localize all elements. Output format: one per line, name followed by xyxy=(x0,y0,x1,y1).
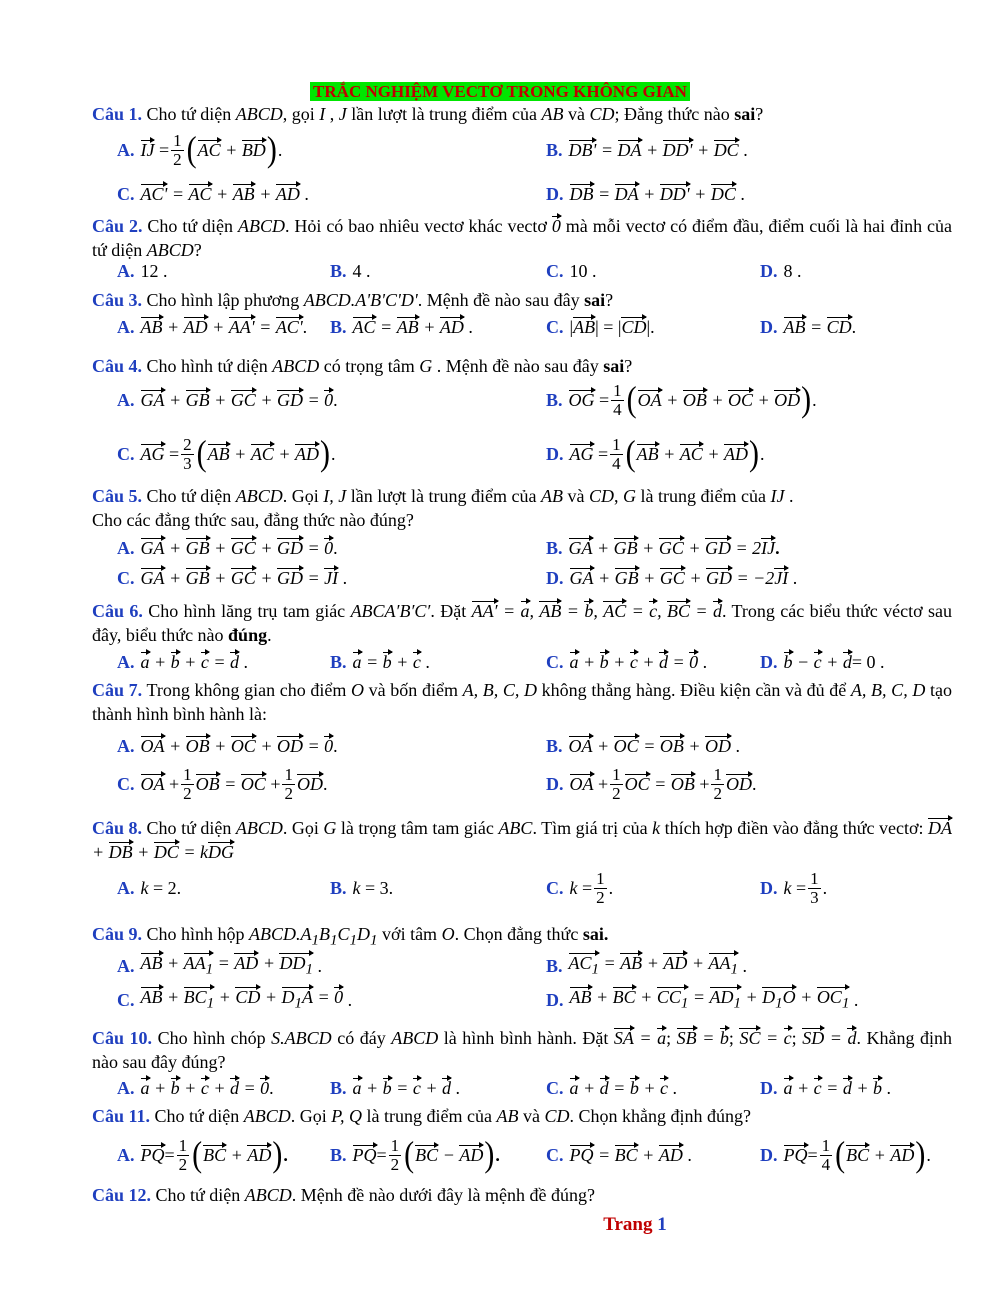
options-6 xyxy=(0,642,1000,682)
option-c[interactable]: C. PQ = BC + AD . xyxy=(546,1144,692,1165)
question-1: Câu 1. Cho tứ diện ABCD, gọi I , J lần lượt là trung điểm của AB và CD; Đẳng thức nào sai? xyxy=(92,104,764,124)
option-d[interactable]: D. k = $\frac{1}{3}$ . xyxy=(760,868,828,907)
question-11: Câu 11. Cho tứ diện ABCD. Gọi P, Q là trung điểm của AB và CD. Chọn khẳng định đúng? xyxy=(92,1106,751,1126)
option-d[interactable]: D. 8 . xyxy=(760,260,802,281)
option-a[interactable]: A. AB + AD + AA' = AC' . xyxy=(117,316,308,337)
option-b[interactable]: B. OA + OC = OB + OD . xyxy=(546,735,740,756)
option-c[interactable]: C. AB + $BC_1$ + CD + $D_1A = 0$ . xyxy=(117,987,353,1012)
page-title: TRẮC NGHIỆM VECTƠ TRONG KHÔNG GIAN xyxy=(0,81,1000,102)
question-7: Câu 7. Trong không gian cho điểm O và bốn điểm A, B, C, D không thẳng hàng. Điều kiện cần và đủ để A, B, C, D tạo thành hình bình hành là: xyxy=(92,680,952,724)
question-number: Câu 1. xyxy=(92,104,143,124)
option-d[interactable]: D. GA + GB + GC + GD = −2JI . xyxy=(546,567,798,588)
options-4-cd xyxy=(0,434,1000,474)
options-10 xyxy=(0,1068,1000,1108)
options-5-cd xyxy=(0,558,1000,598)
option-a[interactable]: A. PQ = $\frac{1}{2}$ ( BC + AD ) . xyxy=(117,1134,288,1175)
option-d[interactable]: D. OA + $\frac{1}{2}$ OC = OB + $\frac{1}{2}$ OD . xyxy=(546,764,757,803)
option-c[interactable]: C. | AB | = | CD |. xyxy=(546,316,655,337)
option-b[interactable]: B. $AC_1$ = AB + AD + $AA_1$ . xyxy=(546,953,747,978)
option-d[interactable]: D. AB + BC + $CC_1 = AD_1 + D_1O + OC_1$ . xyxy=(546,987,859,1012)
options-1-cd xyxy=(0,174,1000,214)
question-12: Câu 12. Cho tứ diện ABCD. Mệnh đề nào dưới đây là mệnh đề đúng? xyxy=(92,1185,595,1205)
option-a[interactable]: A. k = 2. xyxy=(117,877,182,898)
options-7-ab xyxy=(0,726,1000,766)
options-4-ab xyxy=(0,380,1000,420)
option-c[interactable]: C. k = $\frac{1}{2}$ . xyxy=(546,868,614,907)
option-c[interactable]: C. AC' = AC + AB + AD . xyxy=(117,183,309,204)
option-a[interactable]: A. GA + GB + GC + GD = 0 . xyxy=(117,389,338,410)
question-3: Câu 3. Cho hình lập phương ABCD.A'B'C'D'. Mệnh đề nào sau đây sai? xyxy=(92,290,614,310)
question-8: Câu 8. Cho tứ diện ABCD. Gọi G là trọng tâm tam giác ABC. Tìm giá trị của k thích hợp điền vào đẳng thức vectơ: DA + DB + DC = kDG xyxy=(92,818,953,862)
options-7-cd xyxy=(0,764,1000,804)
option-a[interactable]: A. AB + $AA_1$ = AD + $DD_1$ . xyxy=(117,953,322,978)
options-3 xyxy=(0,307,1000,347)
option-b[interactable]: B. DB' = DA + DD' + DC . xyxy=(546,139,748,160)
options-8 xyxy=(0,868,1000,908)
question-2: Câu 2. Cho tứ diện ABCD. Hỏi có bao nhiêu vectơ khác vectơ 0 mà mỗi vectơ có điểm đầu, điểm cuối là hai đỉnh của tứ diện ABCD? xyxy=(92,216,952,260)
question-6: Câu 6. Cho hình lăng trụ tam giác ABCA′B′C′. Đặt AA′ = a, AB = b, AC = c, BC = d. Trong các biểu thức véctơ sau đây, biểu thức nào đúng. xyxy=(92,601,953,645)
page-footer: Trang 1 xyxy=(603,1214,667,1235)
option-c[interactable]: C. GA + GB + GC + GD = JI . xyxy=(117,567,348,588)
question-4: Câu 4. Cho hình tứ diện ABCD có trọng tâm G . Mệnh đề nào sau đây sai? xyxy=(92,356,633,376)
option-a[interactable]: A. OA + OB + OC + OD = 0 . xyxy=(117,735,338,756)
question-9: Câu 9. Cho hình hộp $ABCD.A_1B_1C_1D_1$ với tâm O. Chọn đẳng thức sai. xyxy=(92,924,609,949)
option-a[interactable]: A. a + b + c + d = 0 . xyxy=(117,1077,274,1098)
option-b[interactable]: B. k = 3. xyxy=(330,877,394,898)
option-b[interactable]: B. AC = AB + AD . xyxy=(330,316,473,337)
option-c[interactable]: C. a + d = b + c . xyxy=(546,1077,677,1098)
options-2 xyxy=(0,251,1000,291)
option-c[interactable]: C. 10 . xyxy=(546,260,597,281)
options-9-cd xyxy=(0,980,1000,1020)
option-d[interactable]: D. AG = $\frac{1}{4}$ ( AB + AC + AD ) . xyxy=(546,433,765,474)
option-c[interactable]: C. OA + $\frac{1}{2}$ OB = OC + $\frac{1}{2}$ OD . xyxy=(117,764,328,803)
options-1-ab xyxy=(0,130,1000,170)
option-d[interactable]: D. a + c = d + b . xyxy=(760,1077,891,1098)
option-c[interactable]: C. AG = $\frac{2}{3}$ ( AB + AC + AD ) . xyxy=(117,433,336,474)
option-b[interactable]: B. OG = $\frac{1}{4}$ ( OA + OB + OC + OD ) . xyxy=(546,379,817,420)
option-b[interactable]: B. PQ = $\frac{1}{2}$ ( BC − AD ) . xyxy=(330,1134,500,1175)
option-b[interactable]: B. a = b + c . xyxy=(330,651,430,672)
option-d[interactable]: D. PQ = $\frac{1}{4}$ ( BC + AD ) . xyxy=(760,1134,931,1175)
question-10: Câu 10. Cho hình chóp S.ABCD có đáy ABCD là hình bình hành. Đặt SA = a; SB = b; SC = c; SD = d. Khẳng định nào sau đây đúng? xyxy=(92,1028,952,1072)
question-5: Câu 5. Cho tứ diện ABCD. Gọi I, J lần lượt là trung điểm của AB và CD, G là trung điểm của IJ . Cho các đẳng thức sau, đẳng thức nào đúng? xyxy=(92,486,794,530)
option-d[interactable]: D. b − c + d = 0 . xyxy=(760,651,885,672)
option-b[interactable]: B. a + b = c + d . xyxy=(330,1077,460,1098)
option-a[interactable]: A. GA + GB + GC + GD = 0 . xyxy=(117,537,338,558)
option-a[interactable]: A. a + b + c = d . xyxy=(117,651,248,672)
option-c[interactable]: C. a + b + c + d = 0 . xyxy=(546,651,708,672)
option-a[interactable]: A. 12 . xyxy=(117,260,168,281)
options-11 xyxy=(0,1135,1000,1175)
option-b[interactable]: B. GA + GB + GC + GD = 2IJ . xyxy=(546,537,780,558)
option-d[interactable]: D. DB = DA + DD' + DC . xyxy=(546,183,745,204)
option-b[interactable]: B. 4 . xyxy=(330,260,371,281)
option-a[interactable]: A. IJ = $\frac{1}{2}$ ( AC + BD ) . xyxy=(117,129,283,170)
option-d[interactable]: D. AB = CD . xyxy=(760,316,857,337)
